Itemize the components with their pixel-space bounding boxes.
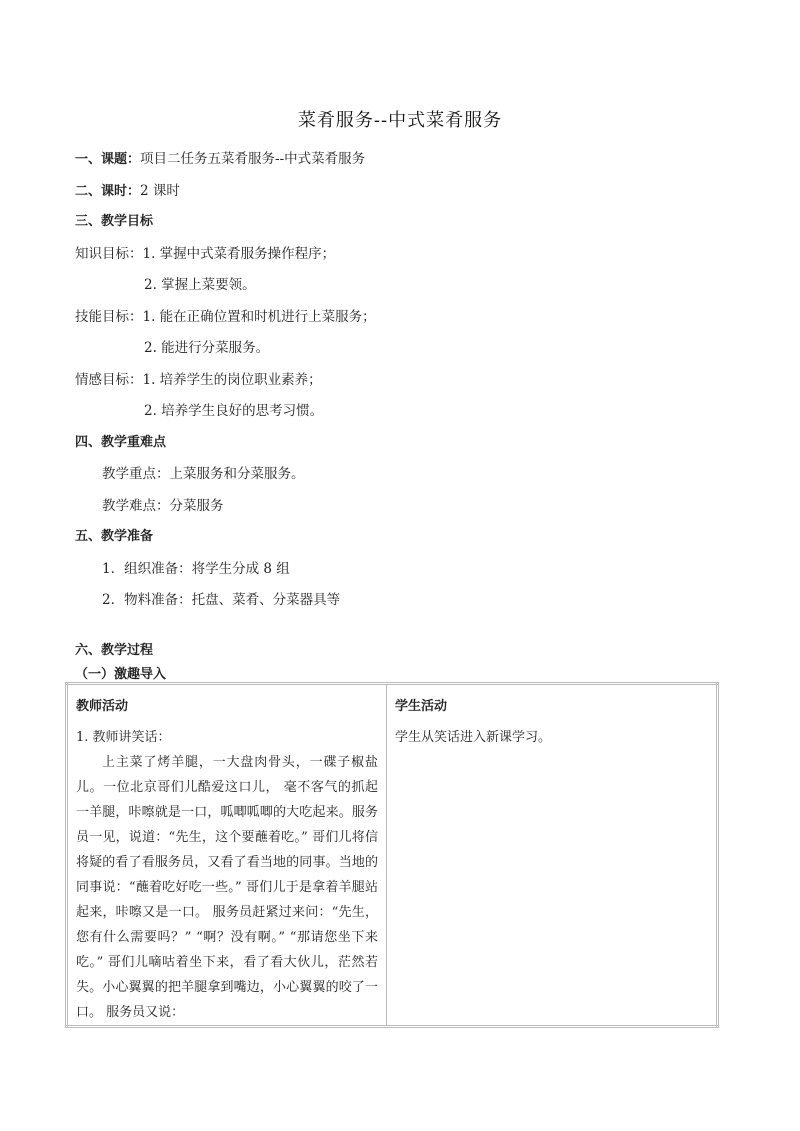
hours-text: 2 课时	[140, 183, 180, 199]
topic-line	[75, 147, 365, 167]
skill-objective-item-2: 2. 能进行分菜服务。	[144, 340, 270, 356]
teacher-activity-content	[68, 719, 386, 1025]
emotion-objective-label: 情感目标：	[75, 372, 143, 388]
knowledge-objective-label: 知识目标：	[75, 246, 143, 262]
activity-table	[65, 682, 719, 1028]
emotion-objective-item-1: 1. 培养学生的岗位职业素养；	[142, 372, 322, 388]
skill-objective-label: 技能目标：	[75, 309, 143, 325]
student-activity-content	[387, 719, 716, 750]
student-activity-header: 学生活动	[395, 699, 448, 714]
process-heading: 六、教学过程	[75, 643, 154, 658]
student-activity-cell	[387, 684, 718, 1027]
skill-objective-item-1: 1. 能在正确位置和时机进行上菜服务；	[142, 309, 376, 325]
emotion-objective-line	[75, 368, 322, 388]
preparation-item-2: 2．物料准备：托盘、菜肴、分菜器具等	[102, 592, 341, 608]
knowledge-objective-item-2: 2. 掌握上菜要领。	[144, 277, 256, 293]
teacher-activity-header: 教师活动	[76, 699, 129, 714]
preparation-heading: 五、教学准备	[75, 529, 154, 544]
student-text: 学生从笑话进入新课学习。	[395, 730, 552, 745]
teacher-story: 上主菜了烤羊腿，一大盘肉骨头，一碟子椒盐儿。一位北京哥们儿酷爱这口儿， 毫不客气的抓起一羊腿，咔嚓就是一口，呱唧呱唧的大吃起来。服务员一见，说道：“先生，这个要蘸着吃。” 哥们儿将信将疑的看了看服务员，又看了看当地的同事。当地的同事说：“蘸着吃好吃一些。” 哥们儿于是拿着羊腿站起来，咔嚓又是一口。 服务员赶紧过来问：“先生，您有什么需要吗？” “啊？没有啊。” “那请您坐下来吃。” 哥们儿嘀咕着坐下来，看了看大伙儿，茫然若失。小心翼翼的把羊腿拿到嘴边，小心翼翼的咬了一口。 服务员又说：	[76, 755, 378, 1020]
preparation-item-1: 1．组织准备：将学生分成 8 组	[102, 561, 290, 577]
hours-line	[75, 179, 180, 199]
intro-subheading: （一）激趣导入	[75, 667, 167, 682]
emotion-objective-item-2: 2. 培养学生良好的思考习惯。	[144, 403, 324, 419]
skill-objective-line	[75, 305, 376, 325]
objectives-heading: 三、教学目标	[75, 214, 154, 229]
hours-label: 二、课时：	[75, 184, 141, 199]
teacher-activity-cell	[67, 684, 387, 1027]
topic-text: 项目二任务五菜肴服务--中式菜肴服务	[140, 151, 366, 167]
knowledge-objective-item-1: 1. 掌握中式菜肴服务操作程序；	[142, 246, 336, 262]
knowledge-objective-line	[75, 242, 335, 262]
teacher-intro: 1. 教师讲笑话：	[76, 730, 171, 745]
key-points-heading: 四、教学重难点	[75, 435, 167, 450]
document-title: 菜肴服务--中式菜肴服务	[297, 110, 503, 131]
topic-label: 一、课题：	[75, 152, 141, 167]
key-point: 教学重点：上菜服务和分菜服务。	[102, 466, 305, 482]
difficult-point: 教学难点：分菜服务	[102, 498, 224, 514]
